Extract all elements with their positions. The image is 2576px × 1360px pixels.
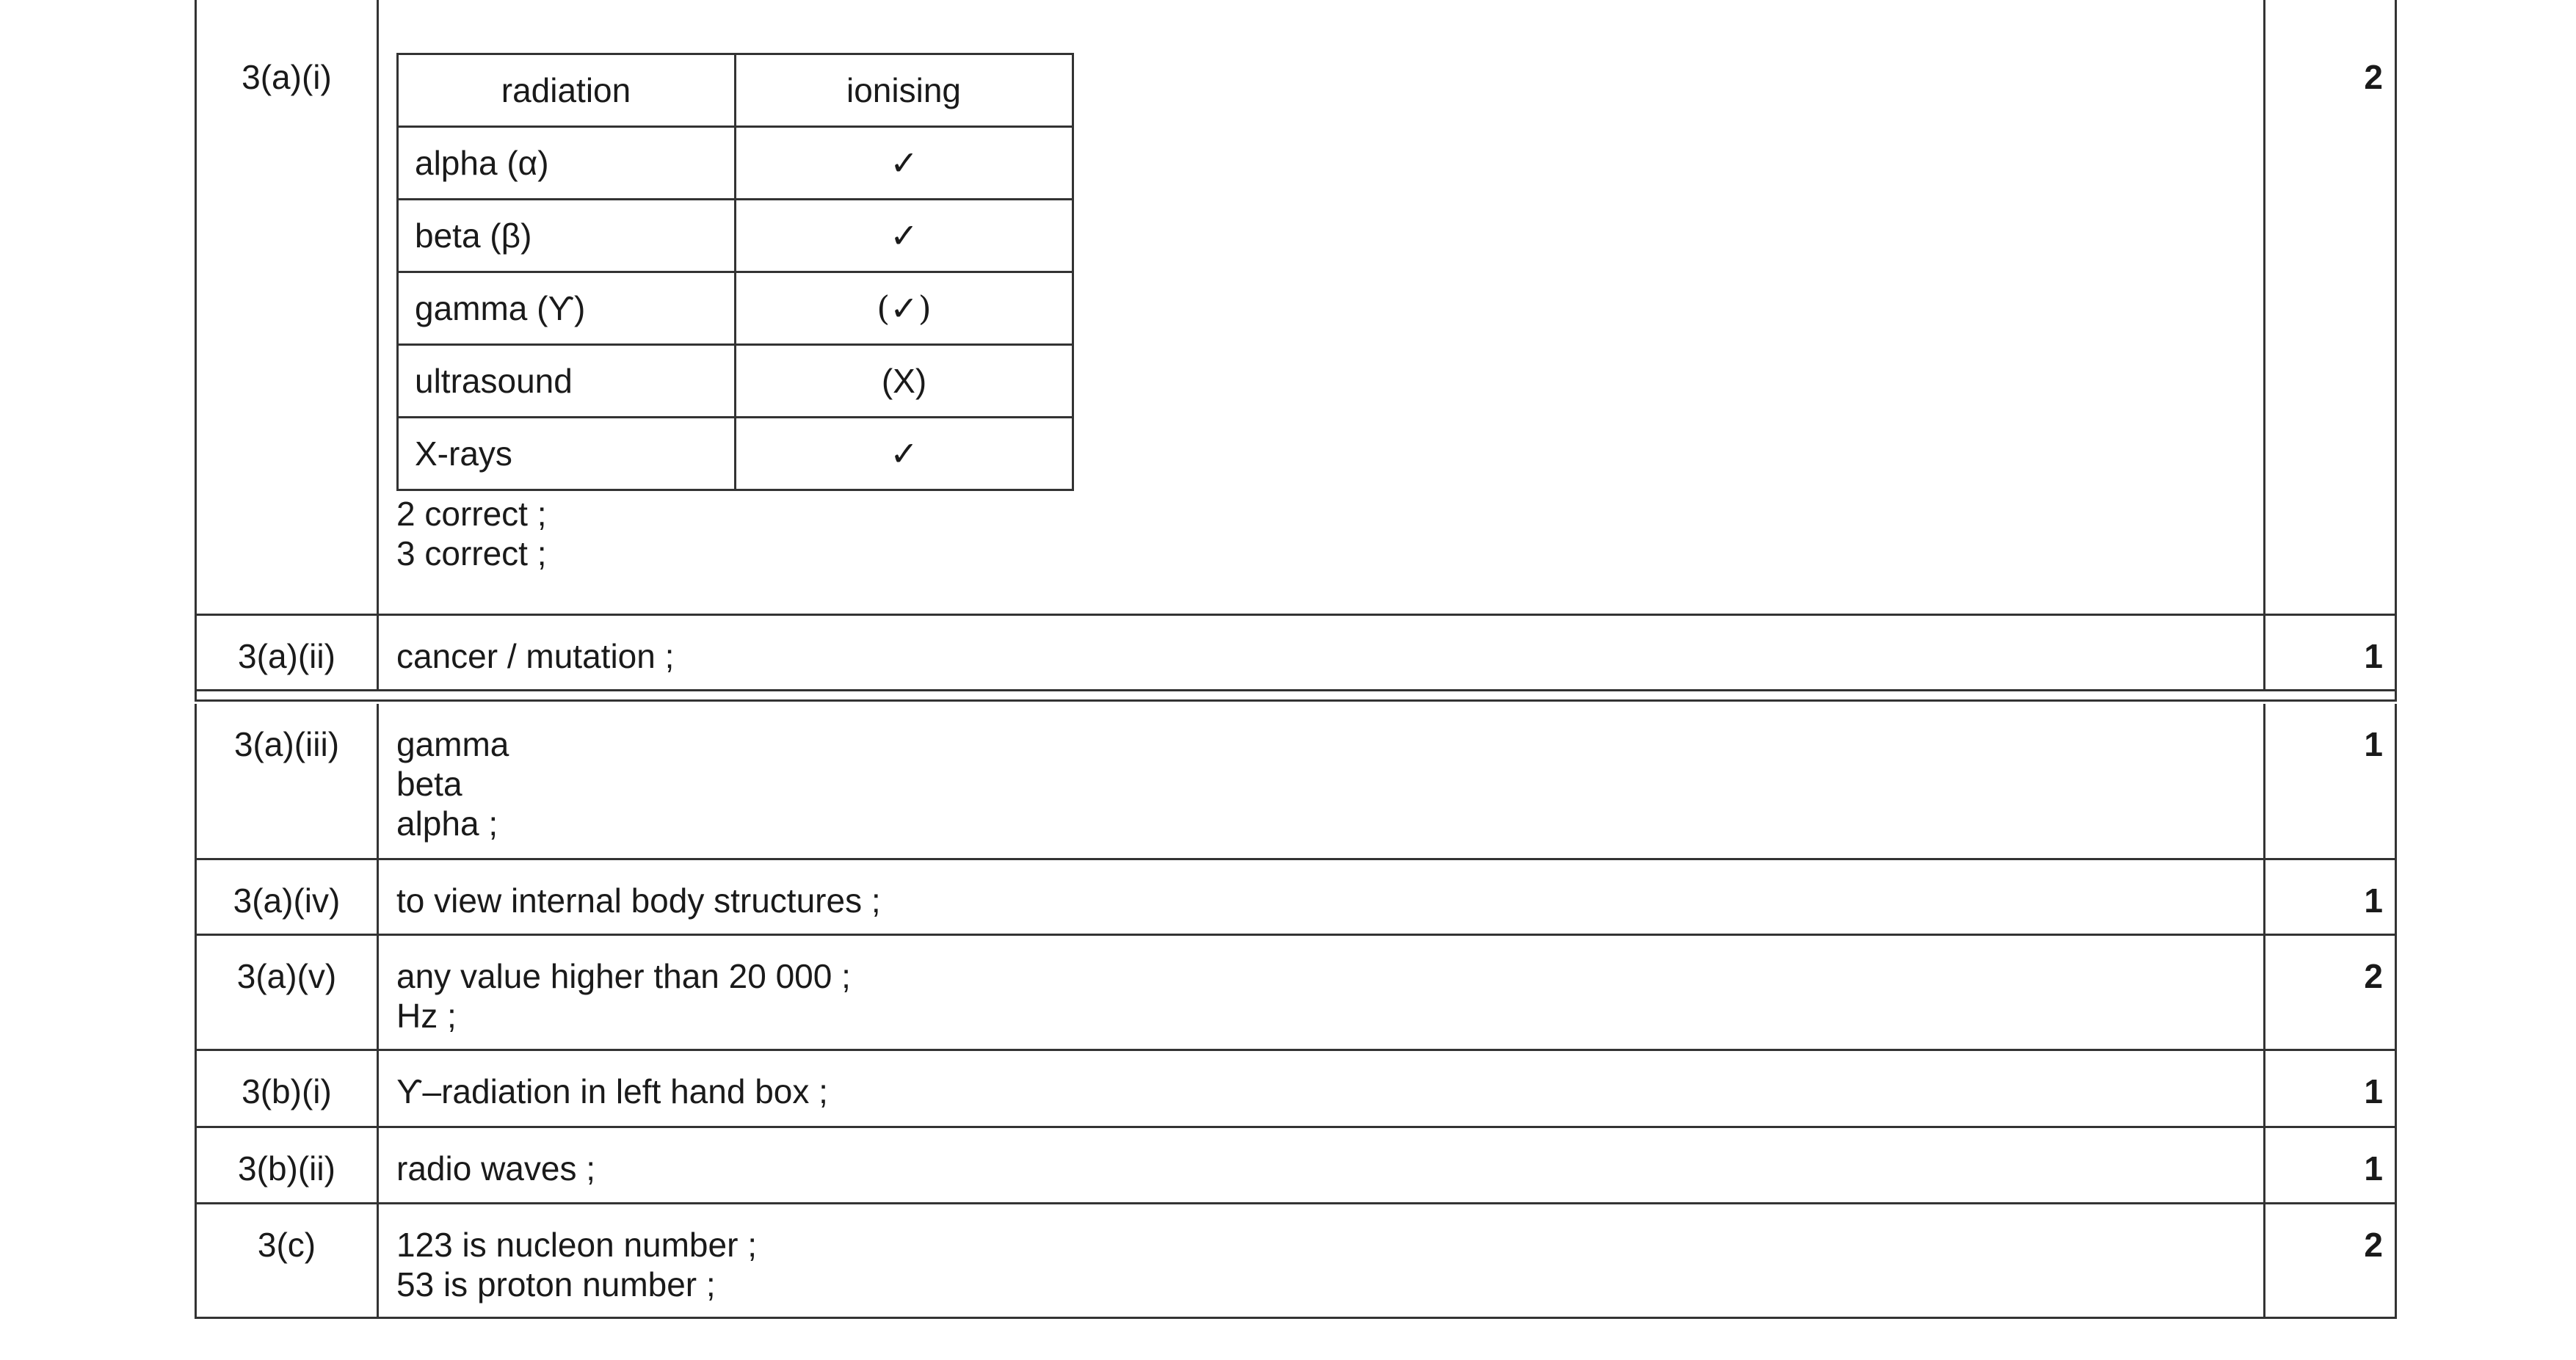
mark-row bbox=[195, 936, 2397, 1051]
question-number: 3(a)(ii) bbox=[197, 616, 379, 689]
marks-value: 1 bbox=[2364, 637, 2383, 675]
column-header-ionising: ionising bbox=[736, 54, 1073, 127]
marks-value: 2 bbox=[2364, 58, 2383, 96]
marks-value: 2 bbox=[2364, 957, 2383, 995]
answer-line: 123 is nucleon number ; bbox=[396, 1226, 757, 1264]
ionising-mark: (X) bbox=[736, 345, 1073, 418]
radiation-name: ultrasound bbox=[398, 345, 736, 418]
table-row bbox=[398, 127, 1073, 200]
answer-line: cancer / mutation ; bbox=[396, 637, 675, 675]
table-row bbox=[398, 418, 1073, 490]
marking-notes bbox=[396, 494, 2263, 573]
answer-cell bbox=[379, 1128, 2265, 1202]
ionising-mark: ✓ bbox=[736, 418, 1073, 490]
ionising-mark: (✓) bbox=[736, 272, 1073, 345]
radiation-name: gamma (ϒ) bbox=[398, 272, 736, 345]
ionising-mark: ✓ bbox=[736, 127, 1073, 200]
mark-row bbox=[195, 1204, 2397, 1319]
answer-line: radio waves ; bbox=[396, 1149, 596, 1188]
table-row bbox=[398, 345, 1073, 418]
question-number: 3(c) bbox=[197, 1204, 379, 1317]
marks-value: 1 bbox=[2364, 1072, 2383, 1110]
answer-cell bbox=[379, 1204, 2265, 1317]
answer-cell bbox=[379, 704, 2265, 858]
question-number: 3(a)(v) bbox=[197, 936, 379, 1049]
mark-row bbox=[195, 1051, 2397, 1128]
radiation-name: beta (β) bbox=[398, 200, 736, 272]
question-number: 3(a)(iii) bbox=[197, 704, 379, 858]
answer-cell bbox=[379, 616, 2265, 689]
note-line: 3 correct ; bbox=[396, 534, 547, 572]
mark-row bbox=[195, 704, 2397, 860]
mark-row bbox=[195, 616, 2397, 691]
radiation-name: X-rays bbox=[398, 418, 736, 490]
question-number: 3(b)(i) bbox=[197, 1051, 379, 1126]
question-number: 3(b)(ii) bbox=[197, 1128, 379, 1202]
marks-value: 1 bbox=[2364, 881, 2383, 920]
answer-line: Hz ; bbox=[396, 997, 457, 1035]
marks-value: 1 bbox=[2364, 725, 2383, 763]
answer-cell bbox=[379, 1051, 2265, 1126]
table-header-row bbox=[398, 54, 1073, 127]
mark-row bbox=[195, 1128, 2397, 1204]
answer-line: any value higher than 20 000 ; bbox=[396, 957, 851, 995]
radiation-name: alpha (α) bbox=[398, 127, 736, 200]
section-divider bbox=[195, 691, 2397, 702]
answer-cell bbox=[379, 0, 2265, 614]
column-header-radiation: radiation bbox=[398, 54, 736, 127]
answer-line: to view internal body structures ; bbox=[396, 881, 881, 920]
radiation-table bbox=[396, 53, 1074, 491]
answer-line: gamma bbox=[396, 725, 509, 763]
answer-line: 53 is proton number ; bbox=[396, 1265, 716, 1303]
ionising-mark: ✓ bbox=[736, 200, 1073, 272]
mark-row bbox=[195, 0, 2397, 616]
answer-cell bbox=[379, 860, 2265, 934]
answer-line: beta bbox=[396, 765, 462, 803]
answer-line: alpha ; bbox=[396, 804, 498, 843]
answer-line: ϒ–radiation in left hand box ; bbox=[396, 1072, 828, 1110]
answer-cell bbox=[379, 936, 2265, 1049]
question-number: 3(a)(iv) bbox=[197, 860, 379, 934]
mark-row bbox=[195, 860, 2397, 936]
marks-value: 2 bbox=[2364, 1226, 2383, 1264]
question-number: 3(a)(i) bbox=[197, 0, 379, 614]
table-row bbox=[398, 272, 1073, 345]
note-line: 2 correct ; bbox=[396, 495, 547, 533]
marks-value: 1 bbox=[2364, 1149, 2383, 1188]
table-row bbox=[398, 200, 1073, 272]
